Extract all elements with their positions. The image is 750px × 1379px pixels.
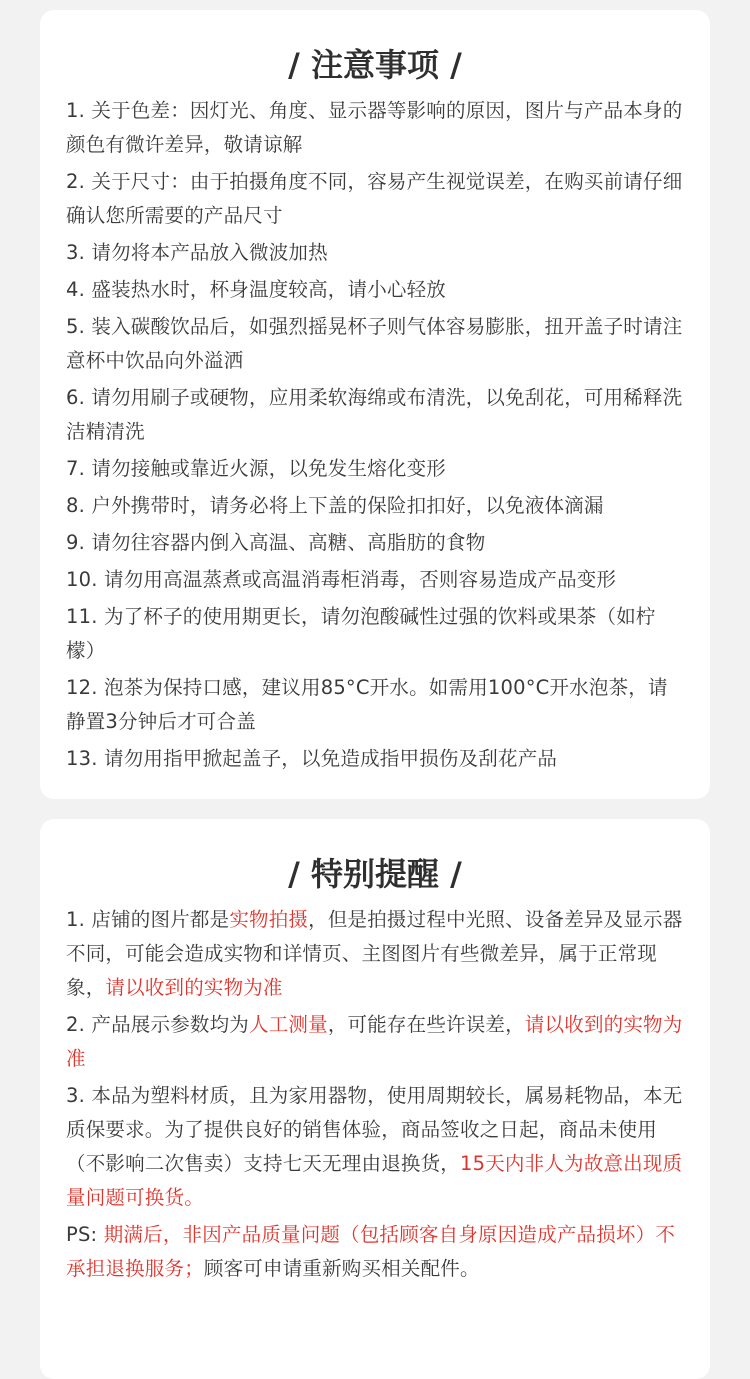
reminder-highlight: 实物拍摄 (229, 908, 309, 931)
notes-item: 6. 请勿用刷子或硬物，应用柔软海绵或布清洗，以免刮花，可用稀释洗洁精清洗 (66, 386, 683, 443)
notes-item: 12. 泡茶为保持口感，建议用85°C开水。如需用100°C开水泡茶，请静置3分钟后才可合盖 (66, 676, 668, 733)
notes-item: 9. 请勿往容器内倒入高温、高糖、高脂肪的食物 (66, 531, 486, 554)
reminder-text: 1. 店铺的图片都是 (66, 908, 230, 931)
notes-list (66, 94, 684, 776)
reminder-highlight: 请以收到的实物为准 (105, 976, 283, 999)
notes-item: 5. 装入碳酸饮品后，如强烈摇晃杯子则气体容易膨胀，扭开盖子时请注意杯中饮品向外溢洒 (66, 315, 683, 372)
reminder-text: 2. 产品展示参数均为 (66, 1013, 250, 1036)
reminder-highlight: 期满后，非因产品质量问题（包括顾客自身原因造成产品损坏）不承担退换服务； (66, 1223, 676, 1280)
notes-item: 4. 盛装热水时，杯身温度较高，请小心轻放 (66, 278, 447, 301)
reminder-text: ，但是拍摄过程中光照、设备差异及显示器不同，可能会造成实物和详情页、主图图片有些微差异，属于正常现象， (66, 908, 683, 999)
reminders-title: / 特别提醒 / (288, 855, 462, 893)
notes-item: 3. 请勿将本产品放入微波加热 (66, 241, 328, 264)
notes-item: 2. 关于尺寸：由于拍摄角度不同，容易产生视觉误差，在购买前请仔细确认您所需要的产品尺寸 (66, 170, 683, 227)
reminder-text: 3. 本品为塑料材质，且为家用器物，使用周期较长，属易耗物品，本无质保要求。为了提供良好的销售体验，商品签收之日起，商品未使用（不影响二次售卖）支持七天无理由退换货， (66, 1084, 683, 1175)
reminder-highlight: 15天内非人为故意出现质量问题可换货。 (66, 1152, 683, 1209)
notes-item: 8. 户外携带时，请务必将上下盖的保险扣扣好，以免液体滴漏 (66, 494, 604, 517)
notes-card (40, 10, 710, 799)
notes-item: 7. 请勿接触或靠近火源，以免发生熔化变形 (66, 457, 447, 480)
reminder-item-ps (66, 1218, 684, 1286)
reminder-item-measurement (66, 1008, 684, 1076)
reminder-highlight: 请以收到的实物为准 (66, 1013, 683, 1070)
reminders-list (66, 903, 684, 1286)
notes-item: 1. 关于色差：因灯光、角度、显示器等影响的原因，图片与产品本身的颜色有微许差异，敬请谅解 (66, 99, 683, 156)
reminder-item-returns (66, 1079, 684, 1215)
reminder-text: ，可能存在些许误差， (327, 1013, 525, 1036)
notes-item: 10. 请勿用高温蒸煮或高温消毒柜消毒，否则容易造成产品变形 (66, 568, 617, 591)
reminder-text: PS: (66, 1223, 104, 1246)
notes-item: 11. 为了杯子的使用期更长，请勿泡酸碱性过强的饮料或果茶（如柠檬） (66, 605, 656, 662)
notes-title: / 注意事项 / (288, 46, 462, 84)
reminder-item-photos (66, 903, 684, 1005)
reminder-text: 顾客可申请重新购买相关配件。 (203, 1257, 480, 1280)
notes-item: 13. 请勿用指甲掀起盖子，以免造成指甲损伤及刮花产品 (66, 747, 558, 770)
reminders-card (40, 819, 710, 1379)
reminder-highlight: 人工测量 (249, 1013, 328, 1036)
